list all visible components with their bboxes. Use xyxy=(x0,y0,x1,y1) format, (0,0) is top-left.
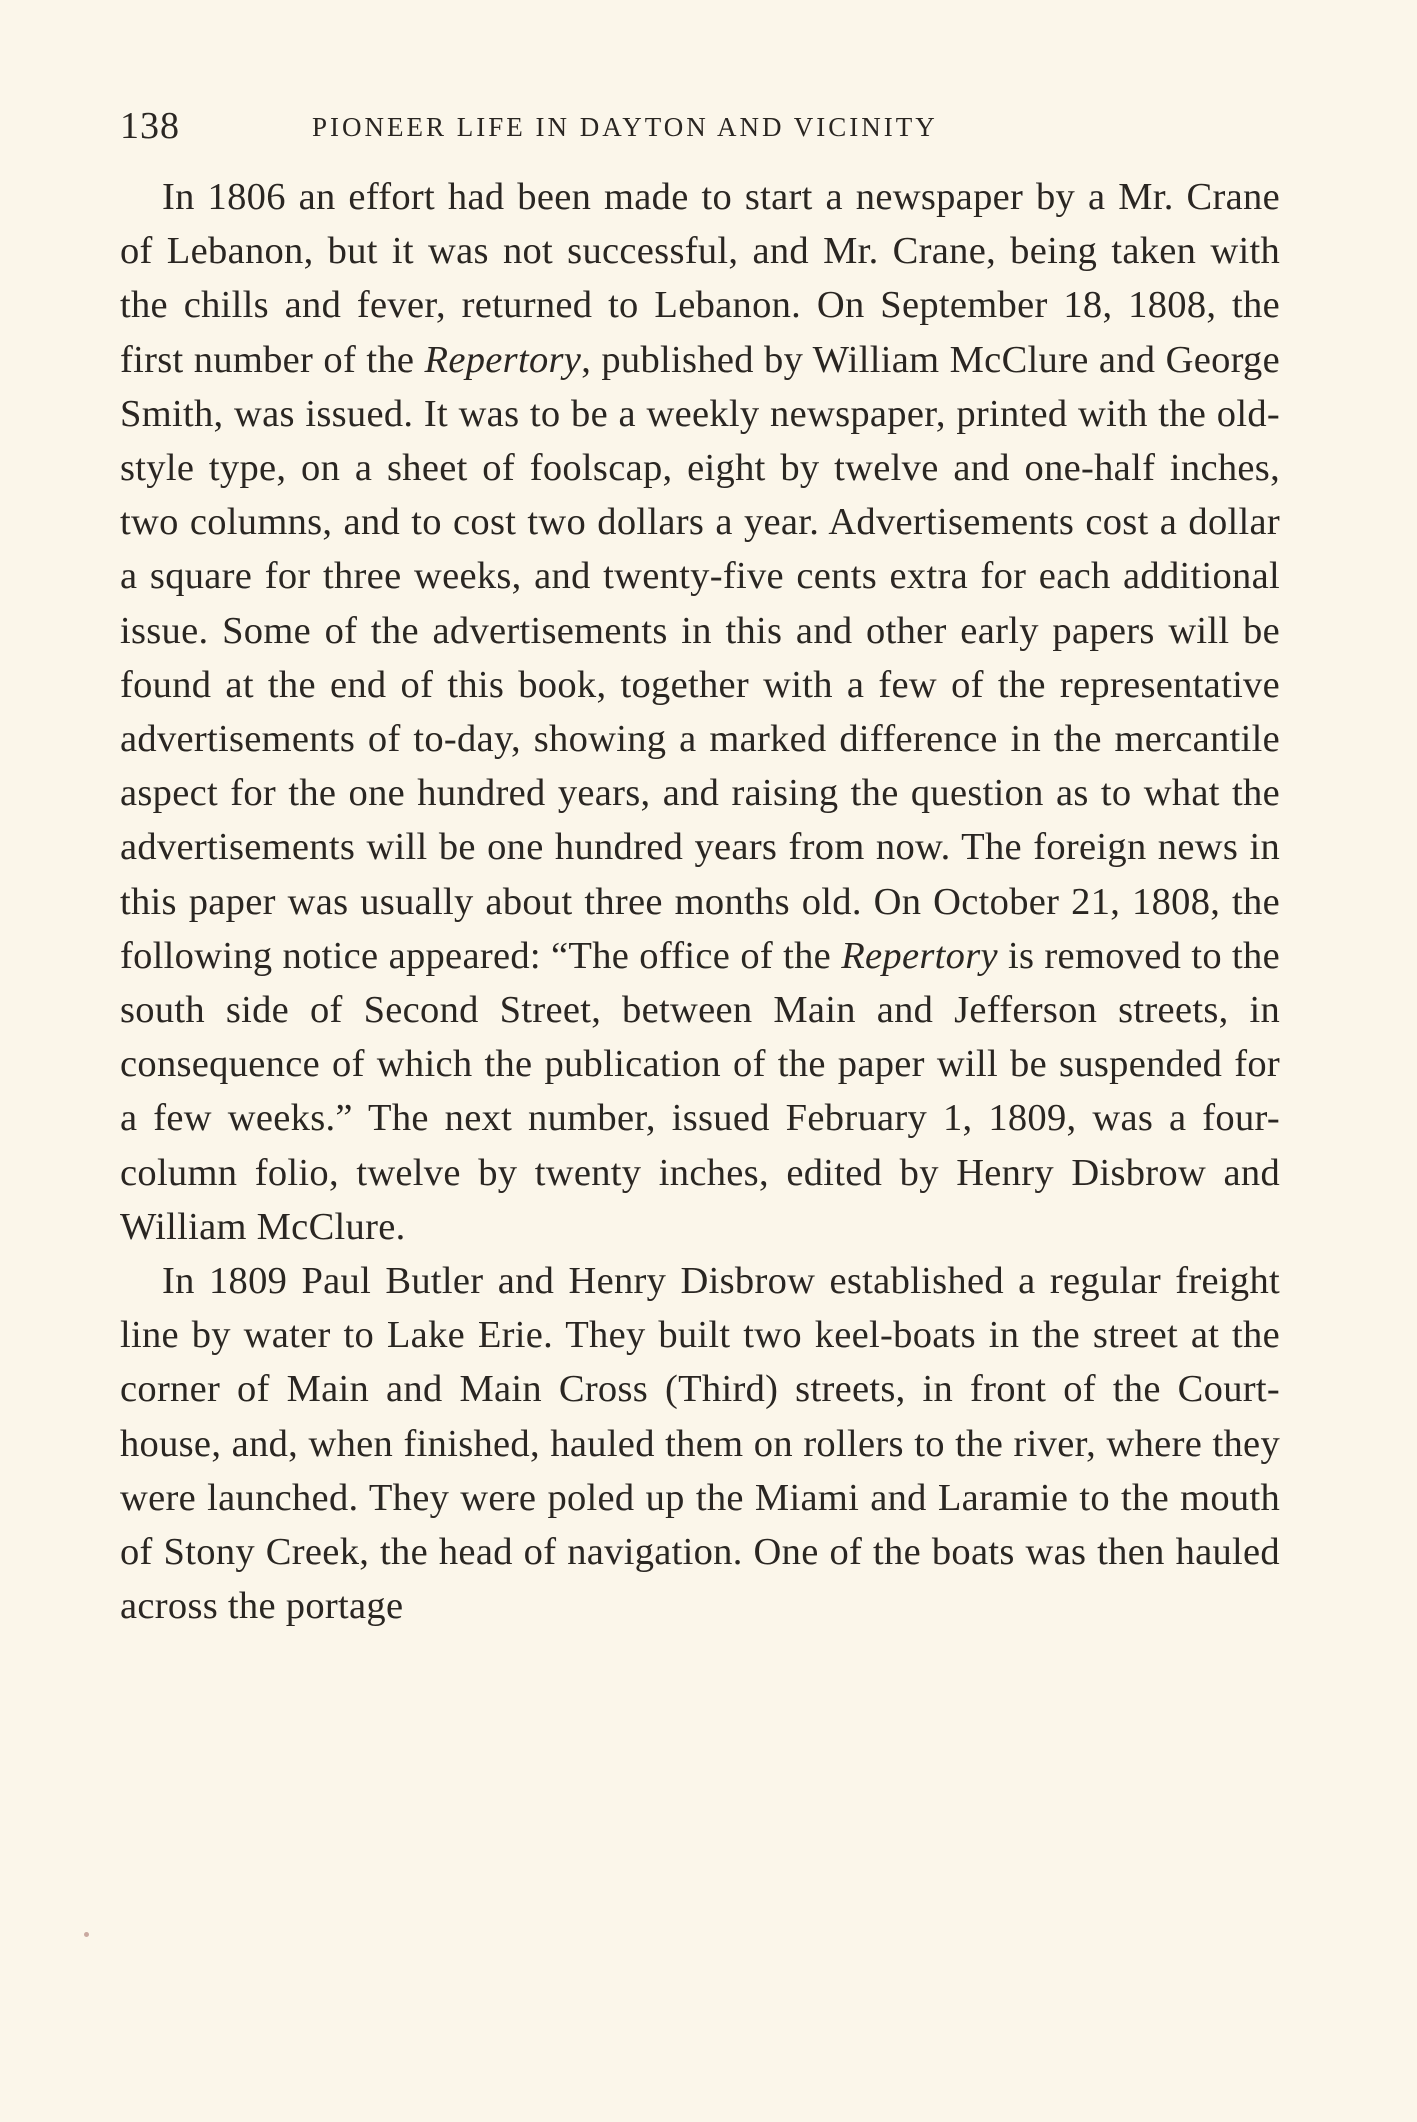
paragraph-1-text-a: In 1806 an effort had been made to start a newspaper by a Mr. Crane of Lebanon, but it was not successful, and Mr. Crane, being taken with the chills and fever, returned to Lebanon. On September 18, 1808, the first number of the xyxy=(120,176,1280,381)
paragraph-freight-line: In 1809 Paul Butler and Henry Disbrow established a regular freight line by water to Lake Erie. They built two keel-boats in the street at the corner of Main and Main Cross (Third) streets, in front of the Court-house, and, when finished, hauled them on rollers to the river, where they were launched. They were poled up the Miami and Laramie to the mouth of Stony Creek, the head of navigation. One of the boats was then hauled across the portage xyxy=(120,1260,1280,1628)
paragraph-newspaper-history xyxy=(120,170,1280,1254)
repertory-title: Repertory xyxy=(424,338,582,381)
body-text xyxy=(120,170,1280,1633)
page-number: 138 xyxy=(120,105,180,147)
margin-mark xyxy=(84,1932,89,1937)
paragraph-1-text-b: , published by William McClure and George Smith, was issued. It was to be a weekly newspaper, printed with the old-style type, on a sheet of foolscap, eight by twelve and one-half inches, two columns, and to cost two dollars a year. Advertisements cost a dollar a square for three weeks, and twenty-five cents extra for each additional issue. Some of the advertisements in this and other early papers will be found at the end of this book, together with a few of the representative advertisements of to-day, showing a marked difference in the mercantile aspect for the one hundred years, and raising the question as to what the advertisements will be one hundred years from now. The foreign news in this paper was usually about three months old. On October 21, 1808, the following notice appeared: “The office of the xyxy=(120,338,1280,977)
repertory-title: Repertory xyxy=(841,934,998,977)
running-title: PIONEER LIFE IN DAYTON AND VICINITY xyxy=(312,112,938,142)
running-head xyxy=(120,104,1280,154)
paragraph-1-text-c: is removed to the south side of Second Street, between Main and Jefferson streets, in consequence of which the publication of the paper will be suspended for a few weeks.” The next number, issued February 1, 1809, was a four-column folio, twelve by twenty inches, edited by Henry Disbrow and William McClure. xyxy=(120,934,1280,1248)
